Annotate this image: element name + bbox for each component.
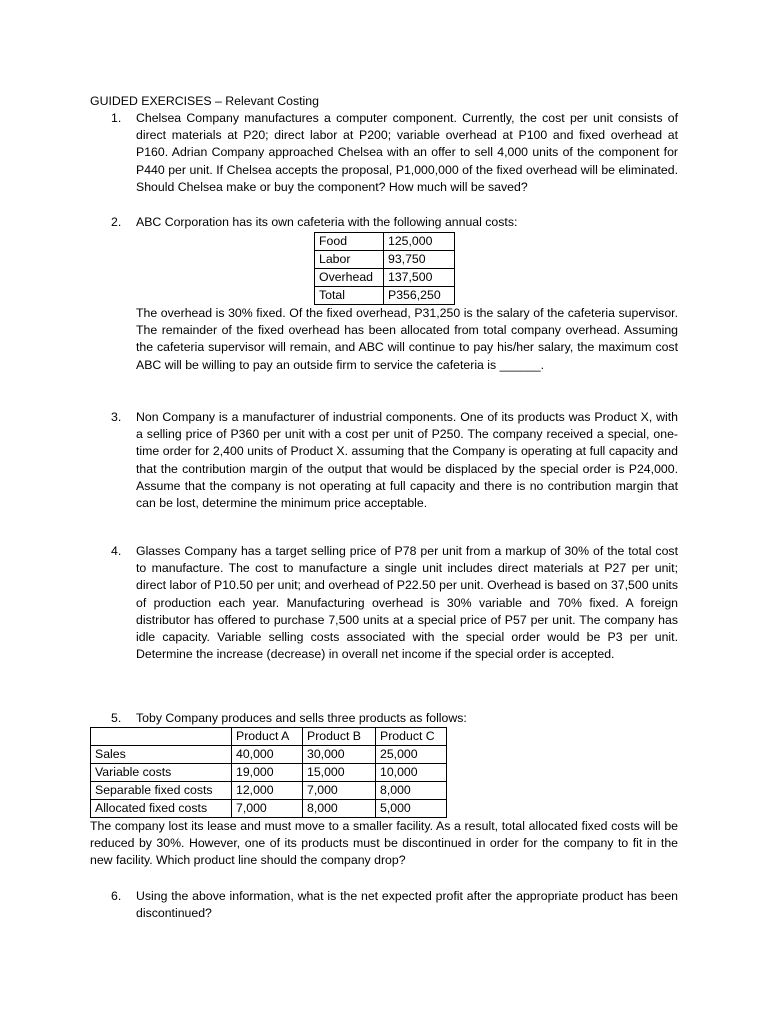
product-cost-table <box>90 727 447 818</box>
table-cell: 10,000 <box>376 764 447 782</box>
table-header-row <box>91 728 447 746</box>
cafeteria-cost-table <box>314 232 455 305</box>
question-intro: Toby Company produces and sells three products as follows: <box>136 711 467 725</box>
table-header-cell: Product C <box>376 728 447 746</box>
table-row <box>315 233 455 251</box>
table-row <box>315 287 455 305</box>
question-text: Glasses Company has a target selling price of P78 per unit from a markup of 30% of the total cost to manufacture. The cost to manufacture a single unit includes direct materials at P27 per unit; direct labor of P10.50 per unit; and overhead of P22.50 per unit. Overhead is based on 37,500 units of production each year. Manufacturing overhead is 30% variable and 70% fixed. A foreign distributor has offered to purchase 7,500 units at a special price of P57 per unit. The company has idle capacity. Variable selling costs associated with the special order would be P3 per unit. Determine the increase (decrease) in overall net income if the special order is accepted. <box>136 544 678 662</box>
table-cell: Separable fixed costs <box>91 782 232 800</box>
table-cell: 40,000 <box>232 746 303 764</box>
table-cell: 7,000 <box>303 782 376 800</box>
table-cell: Overhead <box>315 269 384 287</box>
table-cell: Food <box>315 233 384 251</box>
table-header-cell: Product A <box>232 728 303 746</box>
question-number: 5. <box>111 711 122 725</box>
table-row <box>315 251 455 269</box>
table-header-cell: Product B <box>303 728 376 746</box>
table-cell: 8,000 <box>376 782 447 800</box>
table-cell: 15,000 <box>303 764 376 782</box>
question-number: 3. <box>111 410 122 424</box>
table-cell: Allocated fixed costs <box>91 800 232 818</box>
table-cell: Variable costs <box>91 764 232 782</box>
table-cell: 8,000 <box>303 800 376 818</box>
table-cell: Labor <box>315 251 384 269</box>
table-row <box>315 269 455 287</box>
table-cell: 30,000 <box>303 746 376 764</box>
table-cell: 7,000 <box>232 800 303 818</box>
question-intro: ABC Corporation has its own cafeteria with the following annual costs: <box>136 215 518 229</box>
table-cell: 125,000 <box>384 233 455 251</box>
page-title: GUIDED EXERCISES – Relevant Costing <box>90 94 319 108</box>
table-row <box>91 782 447 800</box>
table-cell: Sales <box>91 746 232 764</box>
table-row <box>91 764 447 782</box>
question-text: Chelsea Company manufactures a computer component. Currently, the cost per unit consists of direct materials at P20; direct labor at P200; variable overhead at P100 and fixed overhead at P160. Adrian Company approached Chelsea with an offer to sell 4,000 units of the component for P440 per unit. If Chelsea accepts the proposal, P1,000,000 of the fixed overhead will be eliminated. Should Chelsea make or buy the component? How much will be saved? <box>136 111 678 194</box>
table-row <box>91 746 447 764</box>
table-cell: P356,250 <box>384 287 455 305</box>
table-cell: 12,000 <box>232 782 303 800</box>
table-cell: 5,000 <box>376 800 447 818</box>
question-text: The company lost its lease and must move to a smaller facility. As a result, total allocated fixed costs will be reduced by 30%. However, one of its products must be discontinued in order for the company to fit in the new facility. Which product line should the company drop? <box>90 819 678 868</box>
question-number: 6. <box>111 889 122 903</box>
question-text: Using the above information, what is the net expected profit after the appropriate product has been discontinued? <box>136 889 678 921</box>
question-number: 4. <box>111 544 122 558</box>
table-header-cell <box>91 728 232 746</box>
table-cell: 19,000 <box>232 764 303 782</box>
question-text: The overhead is 30% fixed. Of the fixed overhead, P31,250 is the salary of the cafeteria supervisor. The remainder of the fixed overhead has been allocated from total company overhead. Assuming the cafeteria supervisor will remain, and ABC will continue to pay his/her salary, the maximum cost ABC will be willing to pay an outside firm to service the cafeteria is ______. <box>136 306 678 372</box>
question-text: Non Company is a manufacturer of industrial components. One of its products was Product X, with a selling price of P360 per unit with a cost per unit of P250. The company received a special, one-time order for 2,400 units of Product X. assuming that the Company is operating at full capacity and that the contribution margin of the output that would be displaced by the special order is P24,000. Assume that the company is not operating at full capacity and there is no contribution margin that can be lost, determine the minimum price acceptable. <box>136 410 678 511</box>
table-row <box>91 800 447 818</box>
table-cell: 93,750 <box>384 251 455 269</box>
table-cell: 137,500 <box>384 269 455 287</box>
question-number: 2. <box>111 215 122 229</box>
table-cell: 25,000 <box>376 746 447 764</box>
question-number: 1. <box>111 111 122 125</box>
table-cell: Total <box>315 287 384 305</box>
